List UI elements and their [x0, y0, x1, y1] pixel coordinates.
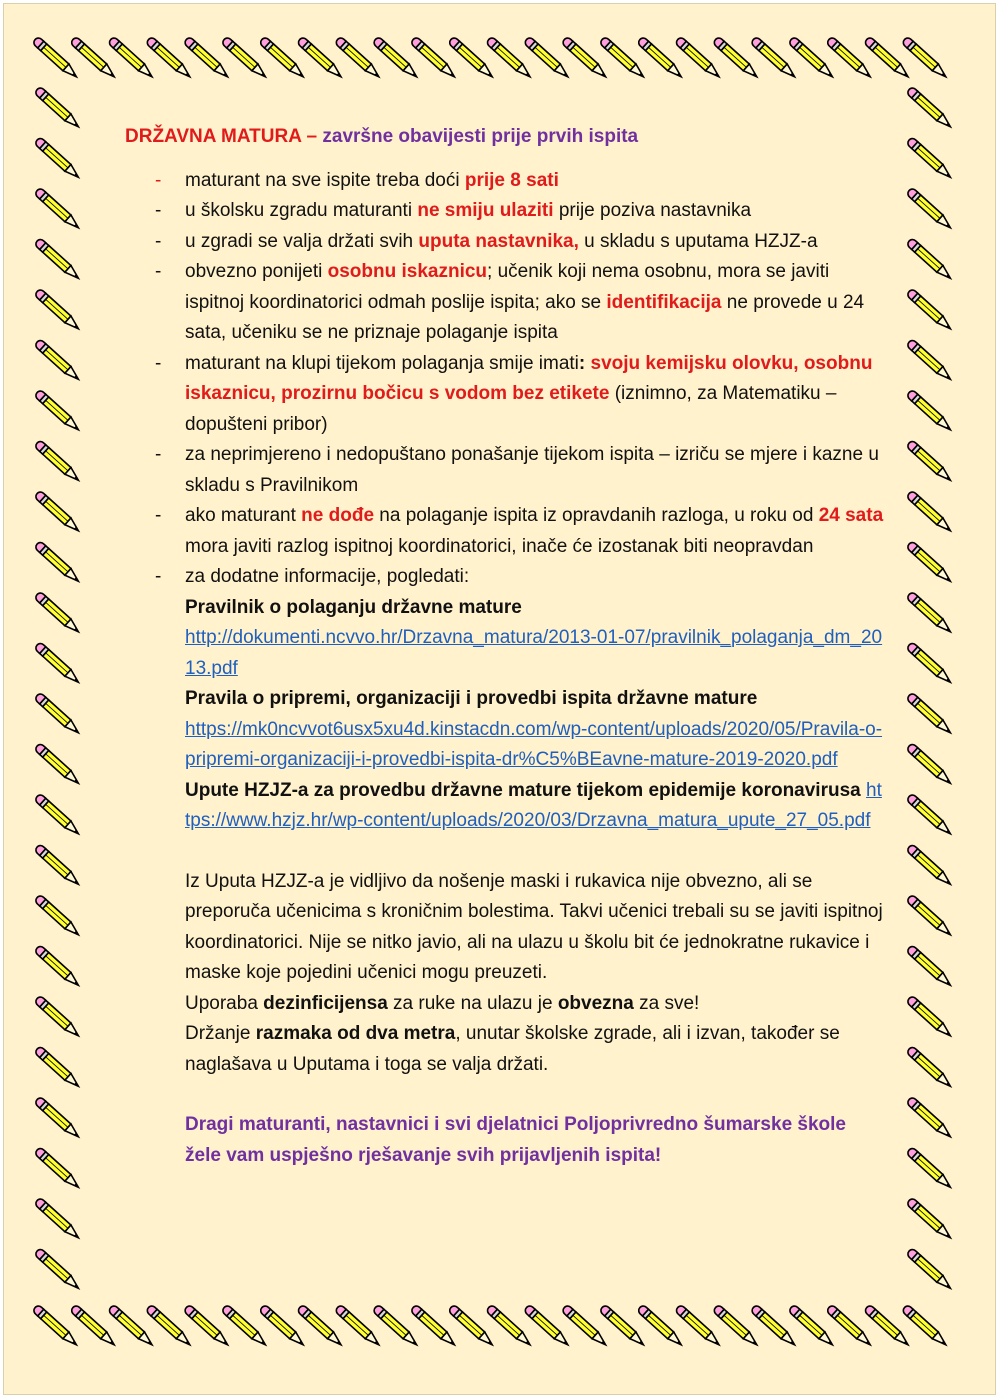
list-item: - u zgradi se valja držati svih uputa nastavnika, u skladu s uputama HZJZ-a	[185, 227, 885, 258]
title-sub: završne obavijesti prije prvih ispita	[322, 126, 639, 147]
info-paragraph: Iz Uputa HZJZ-a je vidljivo da nošenje maski i rukavica nije obvezno, ali se preporuča učenicima s kroničnim bolestima. Takvi učenici trebali su se javiti ispitnoj koordinatorici. Nije se nitko javio, ali na ulazu u školu bit će jednokratne rukavice i maske koje pojedini učenici mogu preuzeti. Uporaba dezinficijensa za ruke na ulazu je obvezna za sve! Držanje razmaka od dva metra, unutar školske zgrade, ali i izvan, također se naglašava u Uputama i toga se valja držati.	[185, 870, 883, 1075]
pencil-icon	[34, 187, 81, 231]
pencil-icon	[34, 793, 81, 837]
list-item: - za neprimjereno i nedopuštano ponašanje tijekom ispita – izriču se mjere i kazne u skladu s Pravilnikom	[185, 440, 885, 501]
pencil-icon	[906, 844, 953, 888]
bullet-dash: -	[155, 200, 162, 221]
list-item: - u školsku zgradu maturanti ne smiju ulaziti prije poziva nastavnika	[185, 196, 885, 227]
list-item: - maturant na klupi tijekom polaganja smije imati: svoju kemijsku olovku, osobnu iskaznicu, prozirnu bočicu s vodom bez etikete (iznimno, za Matematiku – dopušteni pribor)	[185, 349, 885, 441]
pencil-icon	[906, 440, 953, 484]
pencil-icon	[906, 894, 953, 938]
notice-title	[125, 122, 885, 153]
bullet-dash: -	[155, 566, 162, 587]
bullet-dash: -	[155, 444, 162, 465]
pencil-icon	[906, 288, 953, 332]
ref-link[interactable]: http://dokumenti.ncvvo.hr/Drzavna_matura/2013-01-07/pravilnik_polaganja_dm_2013.pdf	[185, 627, 883, 679]
pencil-icon	[34, 137, 81, 181]
pencil-icon	[906, 743, 953, 787]
pencil-icon	[34, 1248, 81, 1292]
ref-link[interactable]: https://www.hzjz.hr/wp-content/uploads/2020/03/Drzavna_matura_upute_27_05.pdf	[185, 779, 882, 831]
pencil-icon	[906, 1147, 953, 1191]
pencil-icon	[34, 1096, 81, 1140]
pencil-icon	[906, 692, 953, 736]
pencil-icon	[34, 743, 81, 787]
closing-message: Dragi maturanti, nastavnici i svi djelatnici Poljoprivredno šumarske škole žele vam uspješno rješavanje svih prijavljenih ispita!	[185, 1114, 847, 1166]
pencil-icon	[34, 844, 81, 888]
pencil-icon	[906, 541, 953, 585]
pencil-icon	[906, 642, 953, 686]
pencil-icon	[34, 1046, 81, 1090]
bullet-dash: -	[155, 261, 162, 282]
pencil-icon	[34, 288, 81, 332]
pencil-icon	[34, 86, 81, 130]
pencil-icon	[901, 1304, 948, 1348]
pencil-icon	[34, 339, 81, 383]
list-item: - za dodatne informacije, pogledati: Pravilnik o polaganju državne mature http://dokumenti.ncvvo.hr/Drzavna_matura/2013-01-07/pravilnik_polaganja_dm_2013.pdf Pravila o pripremi, organizaciji i provedbi ispita državne mature https://mk0ncvvot6usx5xu4d.kinstacdn.com/wp-content/uploads/2020/05/Pravila-o-pripremi-organizaciji-i-provedbi-ispita-dr%C5%BEavne-mature-2019-2020.pdf Upute HZJZ-a za provedbu državne mature tijekom epidemije koronavirusa https://www.hzjz.hr/wp-content/uploads/2020/03/Drzavna_matura_upute_27_05.pdf	[185, 562, 885, 837]
pencil-icon	[906, 1046, 953, 1090]
pencil-icon	[906, 591, 953, 635]
bullet-dash: -	[155, 505, 162, 526]
pencil-icon	[34, 945, 81, 989]
title-main: DRŽAVNA MATURA –	[125, 126, 318, 147]
bullet-dash: -	[155, 352, 162, 374]
pencil-icon	[34, 490, 81, 534]
pencil-icon	[906, 187, 953, 231]
pencil-icon	[901, 36, 948, 80]
pencil-icon	[34, 894, 81, 938]
pencil-icon	[34, 591, 81, 635]
ref-title: Pravila o pripremi, organizaciji i provedbi ispita državne mature	[185, 688, 758, 709]
list-item: - ako maturant ne dođe na polaganje ispita iz opravdanih razloga, u roku od 24 sata mora javiti razlog ispitnoj koordinatorici, inače će izostanak biti neopravdan	[185, 501, 885, 562]
pencil-icon	[906, 945, 953, 989]
pencil-icon	[34, 1197, 81, 1241]
ref-title: Pravilnik o polaganju državne mature	[185, 596, 522, 618]
pencil-icon	[906, 137, 953, 181]
ref-title: Upute HZJZ-a za provedbu državne mature tijekom epidemije koronavirusa	[185, 779, 861, 801]
bullet-dash: -	[155, 230, 162, 252]
pencil-icon	[906, 389, 953, 433]
ref-link[interactable]: https://mk0ncvvot6usx5xu4d.kinstacdn.com/wp-content/uploads/2020/05/Pravila-o-pripremi-organizaciji-i-provedbi-ispita-dr%C5%BEavne-mature-2019-2020.pdf	[185, 718, 883, 770]
pencil-icon	[906, 238, 953, 282]
pencil-icon	[906, 1248, 953, 1292]
pencil-icon	[34, 642, 81, 686]
pencil-icon	[906, 490, 953, 534]
pencil-icon	[34, 389, 81, 433]
pencil-icon	[906, 793, 953, 837]
pencil-icon	[34, 541, 81, 585]
notice-content	[125, 122, 885, 1171]
list-item: - maturant na sve ispite treba doći prije 8 sati	[185, 166, 885, 197]
list-item: - obvezno ponijeti osobnu iskaznicu; učenik koji nema osobnu, mora se javiti ispitnoj koordinatorici odmah poslije ispita; ako se identifikacija ne provede u 24 sata, učeniku se ne priznaje polaganje ispita	[185, 257, 885, 349]
pencil-icon	[34, 1147, 81, 1191]
pencil-icon	[34, 238, 81, 282]
pencil-icon	[34, 440, 81, 484]
pencil-icon	[906, 86, 953, 130]
pencil-icon	[34, 692, 81, 736]
pencil-icon	[906, 339, 953, 383]
rules-list	[125, 166, 885, 837]
pencil-icon	[906, 1096, 953, 1140]
pencil-icon	[906, 995, 953, 1039]
pencil-icon	[906, 1197, 953, 1241]
pencil-icon	[34, 995, 81, 1039]
bullet-dash: -	[155, 169, 162, 191]
